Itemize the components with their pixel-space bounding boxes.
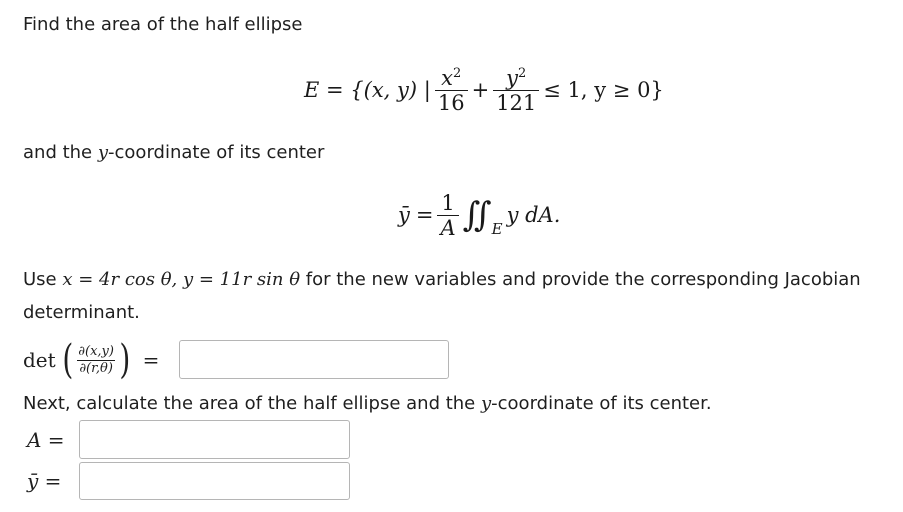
right-paren-icon: ): [119, 337, 131, 383]
area-label-text: A =: [27, 428, 65, 452]
jacobian-label: [23, 337, 160, 383]
substitution-text: [23, 268, 861, 292]
jacobian-denominator: ∂(r,θ): [79, 360, 113, 376]
next-step-var: y: [480, 393, 492, 414]
fraction-numerator: 1: [441, 190, 455, 215]
jacobian-answer-input[interactable]: [179, 340, 449, 379]
fraction-x-squared: [435, 67, 468, 114]
next-step-after: -coordinate of its center.: [491, 393, 712, 414]
ybar-label-text: ȳ =: [27, 469, 62, 493]
substitution-text-line2: [23, 301, 140, 325]
next-step-text: [23, 392, 712, 416]
fraction-denominator: A: [437, 215, 458, 239]
left-paren-icon: (: [62, 337, 73, 383]
area-label: [27, 421, 65, 459]
jacobian-numerator: ∂(x,y): [78, 343, 114, 359]
ybar-label: [27, 462, 61, 500]
center-intro-before: and the: [23, 142, 98, 163]
intro-text-content: Find the area of the half ellipse: [23, 14, 303, 35]
substitution-line2: determinant.: [23, 302, 140, 323]
set-definition-formula: [304, 60, 664, 120]
jacobian-equals: =: [142, 348, 160, 372]
fraction-one-over-a: [437, 192, 458, 239]
double-integral-icon: ∬: [462, 195, 492, 235]
area-answer-input[interactable]: [79, 420, 350, 459]
next-step-before: Next, calculate the area of the half ellipse and the: [23, 393, 481, 414]
center-intro-text: [23, 141, 324, 165]
plus-sign: +: [471, 78, 490, 102]
substitution-formula: x = 4r cos θ, y = 11r sin θ: [62, 269, 301, 290]
fraction-denominator: 16: [435, 90, 468, 114]
integrand: y dA.: [506, 203, 561, 227]
set-lhs: E = {(x, y) |: [304, 78, 431, 102]
fraction-denominator: 121: [493, 90, 539, 114]
center-intro-var: y: [97, 142, 109, 163]
substitution-before: Use: [23, 269, 63, 290]
equals-sign: =: [415, 203, 434, 227]
jacobian-fraction: [76, 344, 116, 377]
fraction-numerator: $y^2$: [506, 65, 527, 90]
det-operator: det: [23, 348, 56, 372]
substitution-after: for the new variables and provide the corresponding Jacobian: [300, 269, 861, 290]
fraction-numerator: $x^2$: [441, 65, 462, 90]
fraction-y-squared: [493, 67, 539, 114]
center-formula: [398, 186, 560, 244]
set-rhs: ≤ 1, y ≥ 0}: [543, 78, 664, 102]
intro-text: [23, 13, 303, 37]
ybar-answer-input[interactable]: [79, 462, 350, 500]
integral-region: E: [491, 220, 503, 238]
center-intro-after: -coordinate of its center: [108, 142, 325, 163]
ybar-symbol: ȳ: [398, 203, 410, 227]
